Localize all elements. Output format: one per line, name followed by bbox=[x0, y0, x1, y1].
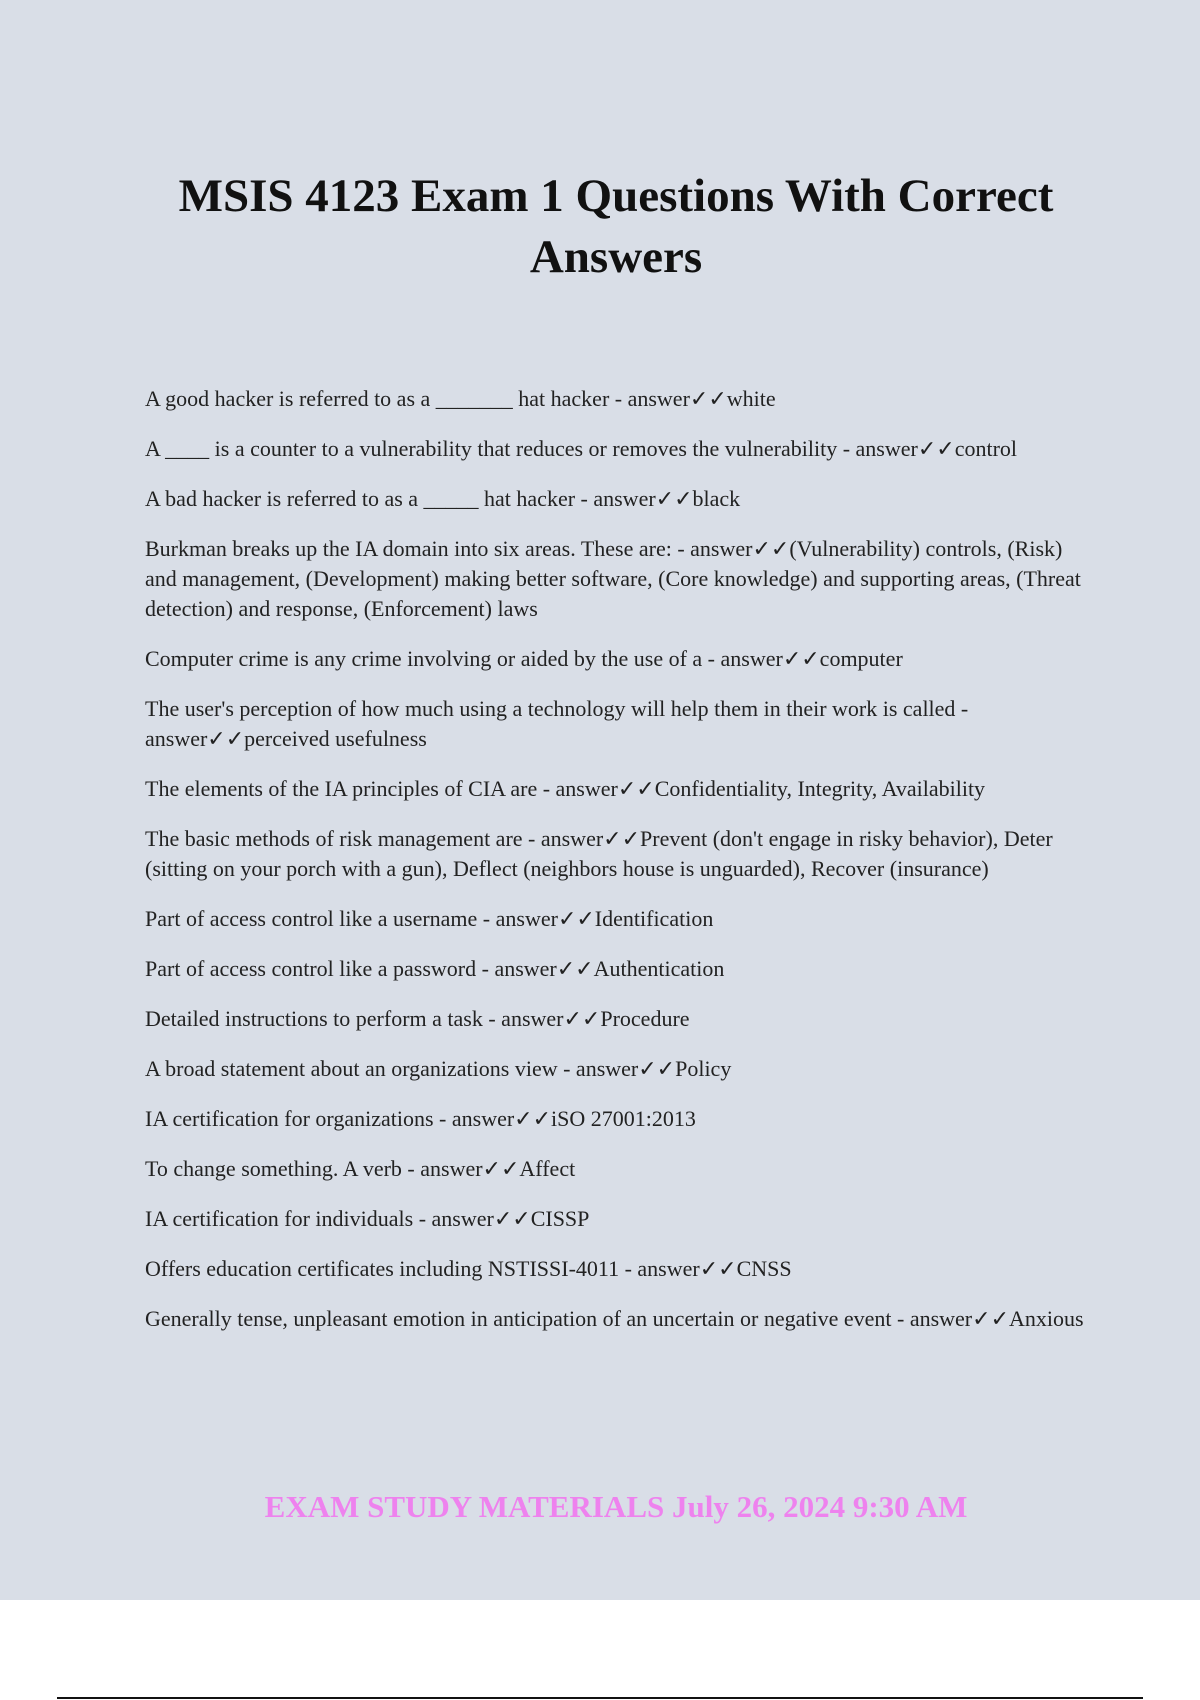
qa-item: Offers education certificates including NSTISSI-4011 - answer✓✓CNSS bbox=[145, 1256, 792, 1281]
study-materials-stamp: EXAM STUDY MATERIALS July 26, 2024 9:30 AM bbox=[264, 1489, 968, 1524]
qa-item: To change something. A verb - answer✓✓Affect bbox=[145, 1156, 576, 1181]
qa-item: The basic methods of risk management are - answer✓✓Prevent (don't engage in risky behavior), Deter (sitting on your porch with a gun), Deflect (neighbors house is unguarded), Recover (insurance) bbox=[145, 826, 1053, 881]
qa-item: IA certification for individuals - answer✓✓CISSP bbox=[145, 1206, 590, 1231]
bottom-divider bbox=[57, 1697, 1143, 1699]
qa-item: IA certification for organizations - answer✓✓iSO 27001:2013 bbox=[145, 1106, 696, 1131]
qa-item: A bad hacker is referred to as a _____ hat hacker - answer✓✓black bbox=[145, 486, 741, 511]
qa-list bbox=[145, 384, 1085, 1354]
qa-item: A broad statement about an organizations view - answer✓✓Policy bbox=[145, 1056, 732, 1081]
qa-item: A ____ is a counter to a vulnerability that reduces or removes the vulnerability - answer✓✓control bbox=[145, 436, 1018, 461]
qa-item: The user's perception of how much using a technology will help them in their work is called - answer✓✓perceived usefulness bbox=[145, 696, 969, 751]
document-title: MSIS 4123 Exam 1 Questions With Correct Answers bbox=[178, 170, 1054, 283]
qa-item: Generally tense, unpleasant emotion in anticipation of an uncertain or negative event - answer✓✓Anxious bbox=[145, 1306, 1084, 1331]
qa-item: Part of access control like a username - answer✓✓Identification bbox=[145, 906, 714, 931]
qa-item: A good hacker is referred to as a _______ hat hacker - answer✓✓white bbox=[145, 386, 776, 411]
qa-item: The elements of the IA principles of CIA are - answer✓✓Confidentiality, Integrity, Availability bbox=[145, 776, 986, 801]
qa-item: Detailed instructions to perform a task - answer✓✓Procedure bbox=[145, 1006, 690, 1031]
qa-item: Computer crime is any crime involving or aided by the use of a - answer✓✓computer bbox=[145, 646, 903, 671]
qa-item: Part of access control like a password - answer✓✓Authentication bbox=[145, 956, 725, 981]
qa-item: Burkman breaks up the IA domain into six areas. These are: - answer✓✓(Vulnerability) controls, (Risk) and management, (Development) making better software, (Core knowledge) and supporting areas, (Threat detection) and response, (Enforcement) laws bbox=[145, 536, 1081, 621]
